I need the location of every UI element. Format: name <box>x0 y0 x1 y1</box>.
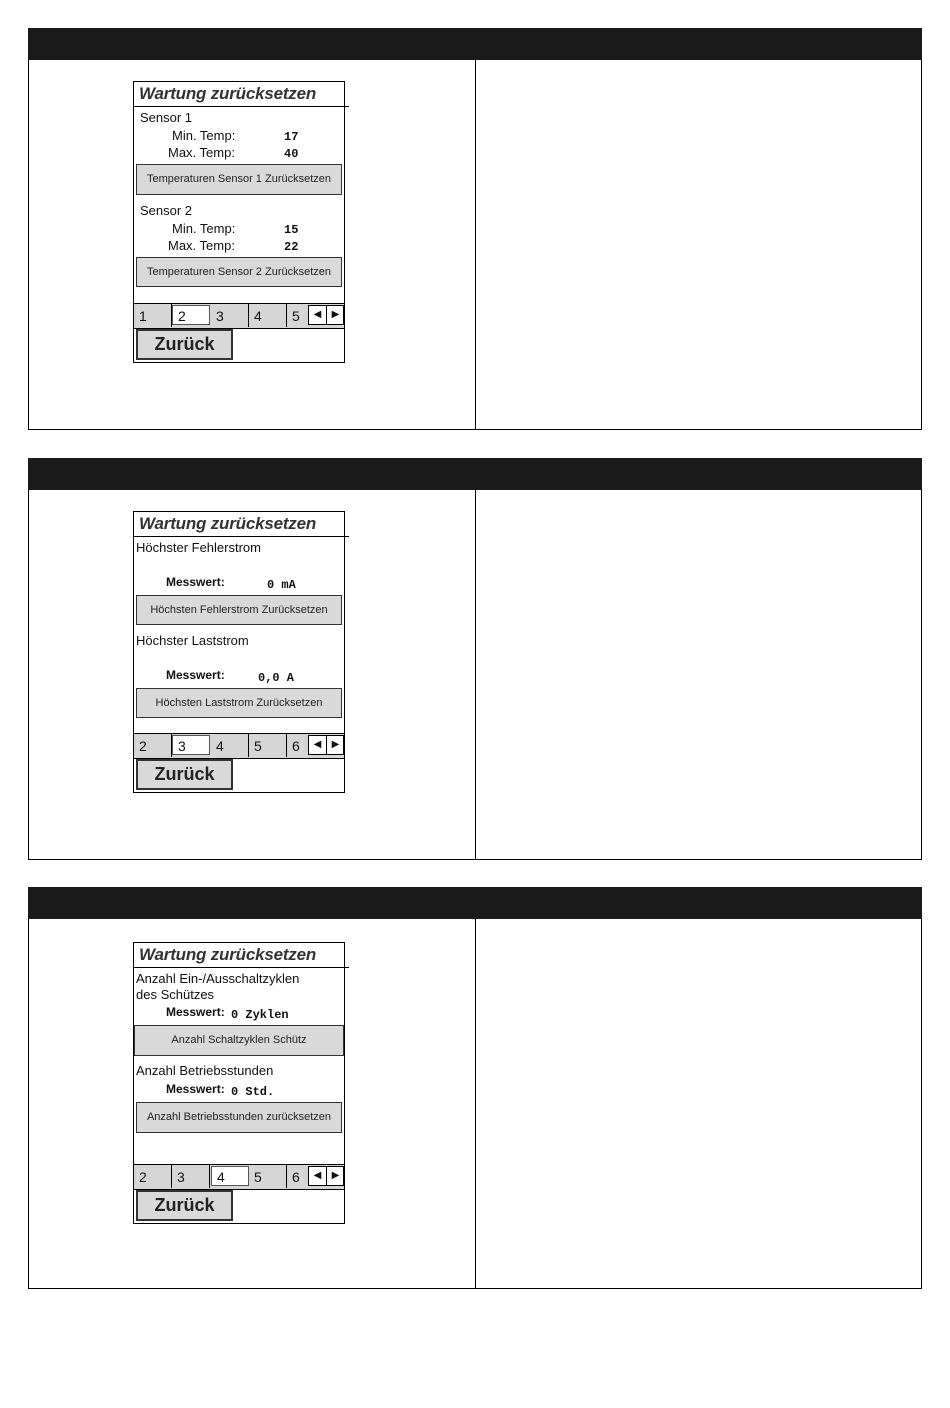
max-temp-label: Max. Temp: <box>168 145 235 160</box>
max-fault-current-heading: Höchster Fehlerstrom <box>136 540 261 555</box>
arrow-left-icon[interactable]: ◀ <box>309 736 327 754</box>
switching-cycles-heading: Anzahl Ein-/Ausschaltzyklen <box>136 971 300 986</box>
sensor-2-heading: Sensor 2 <box>140 203 193 218</box>
arrow-right-icon[interactable]: ▶ <box>331 309 340 320</box>
tab-2[interactable]: 2 <box>134 1165 172 1188</box>
min-temp-label: Min. Temp: <box>172 221 236 236</box>
reset-switching-cycles-button[interactable]: Anzahl Schaltzyklen Schütz <box>134 1025 344 1056</box>
screen-title: Wartung zurücksetzen <box>134 512 349 537</box>
section-header-bar <box>28 887 922 919</box>
column-divider <box>475 919 476 1288</box>
measured-value-label: Messwert: <box>166 575 225 589</box>
max-temp-value: 40 <box>284 147 299 161</box>
back-button[interactable]: Zurück <box>136 329 233 360</box>
switching-cycles-heading-line2: des Schützes <box>136 987 215 1002</box>
section-1 <box>28 28 922 430</box>
tab-3[interactable]: 3 <box>172 1165 210 1188</box>
column-divider <box>475 60 476 429</box>
reset-operating-hours-button[interactable]: Anzahl Betriebsstunden zurücksetzen <box>136 1102 342 1133</box>
column-divider <box>475 490 476 859</box>
tab-2[interactable]: 2 <box>172 305 210 325</box>
arrow-left-icon[interactable]: ◀ <box>309 306 327 324</box>
max-temp-value: 22 <box>284 240 299 254</box>
reset-load-current-button[interactable]: Höchsten Laststrom Zurücksetzen <box>136 688 342 718</box>
tab-scroll-arrows <box>308 1166 344 1186</box>
tab-scroll-arrows <box>308 735 344 755</box>
reset-sensor-1-button[interactable]: Temperaturen Sensor 1 Zurücksetzen <box>136 164 342 195</box>
tab-4[interactable]: 4 <box>249 304 287 327</box>
tab-scroll-arrows <box>308 305 344 325</box>
tab-1[interactable]: 1 <box>134 304 172 327</box>
switching-cycles-value: 0 Zyklen <box>231 1008 289 1022</box>
device-screen <box>133 81 345 363</box>
tab-3[interactable]: 3 <box>172 735 210 755</box>
tab-2[interactable]: 2 <box>134 734 172 757</box>
device-screen <box>133 942 345 1224</box>
back-button[interactable]: Zurück <box>136 759 233 790</box>
min-temp-value: 15 <box>284 223 299 237</box>
tab-bar <box>134 733 344 759</box>
max-temp-label: Max. Temp: <box>168 238 235 253</box>
tab-5[interactable]: 5 <box>249 734 287 757</box>
operating-hours-heading: Anzahl Betriebsstunden <box>136 1063 274 1078</box>
operating-hours-value: 0 Std. <box>231 1085 275 1099</box>
section-header-bar <box>28 28 922 60</box>
arrow-left-icon[interactable]: ◀ <box>309 1167 327 1185</box>
tab-5[interactable]: 5 <box>292 308 300 324</box>
device-screen <box>133 511 345 793</box>
tab-4[interactable]: 4 <box>211 734 249 757</box>
reset-fault-current-button[interactable]: Höchsten Fehlerstrom Zurücksetzen <box>136 595 342 625</box>
tab-bar <box>134 1164 344 1190</box>
fault-current-value: 0 mA <box>267 578 296 592</box>
load-current-value: 0,0 A <box>258 671 295 685</box>
min-temp-label: Min. Temp: <box>172 128 236 143</box>
tab-6[interactable]: 6 <box>292 738 300 754</box>
screen-title: Wartung zurücksetzen <box>134 943 349 968</box>
section-3 <box>28 887 922 1289</box>
measured-value-label: Messwert: <box>166 668 225 682</box>
max-load-current-heading: Höchster Laststrom <box>136 633 249 648</box>
min-temp-value: 17 <box>284 130 299 144</box>
tab-5[interactable]: 5 <box>249 1165 287 1188</box>
tab-6[interactable]: 6 <box>292 1169 300 1185</box>
reset-sensor-2-button[interactable]: Temperaturen Sensor 2 Zurücksetzen <box>136 257 342 287</box>
tab-3[interactable]: 3 <box>211 304 249 327</box>
section-2 <box>28 458 922 860</box>
arrow-right-icon[interactable]: ▶ <box>331 1170 340 1181</box>
measured-value-label: Messwert: <box>166 1082 225 1096</box>
tab-bar <box>134 303 344 329</box>
sensor-1-heading: Sensor 1 <box>140 110 193 125</box>
tab-4[interactable]: 4 <box>211 1166 249 1186</box>
measured-value-label: Messwert: <box>166 1005 225 1019</box>
section-header-bar <box>28 458 922 490</box>
arrow-right-icon[interactable]: ▶ <box>331 739 340 750</box>
screen-title: Wartung zurücksetzen <box>134 82 349 107</box>
back-button[interactable]: Zurück <box>136 1190 233 1221</box>
